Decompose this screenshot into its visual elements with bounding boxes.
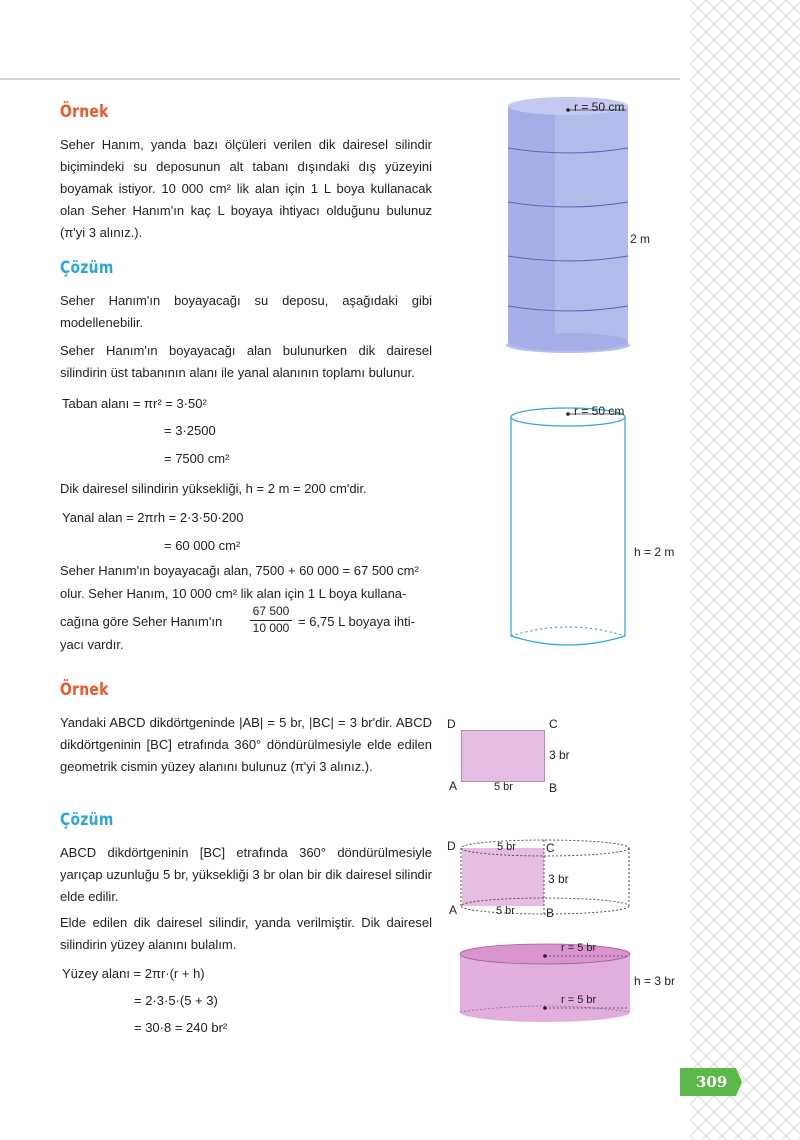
example-heading: Örnek — [60, 102, 109, 122]
solution-paragraph: Elde edilen dik dairesel silindir, yanda verilmiştir. Dik dairesel silindirin yüzey alanını bulalım. — [60, 915, 432, 952]
solution-paragraph: ABCD dikdörtgeninin [BC] etrafında 360° döndürülmesiyle yarıçap uzunluğu 5 br, yüksekliği 3 br olan bir dik dairesel silindir elde edilir. — [60, 845, 432, 904]
solution-paragraph: Seher Hanım'ın boyayacağı alan bulunurken dik dairesel silindirin üst tabanının alanı ile yanal alanının toplamı bulunur. — [60, 343, 432, 380]
rot-top-label: 5 br — [497, 841, 516, 853]
side-pattern — [690, 0, 800, 1140]
cyl-height-label: h = 3 br — [634, 974, 676, 988]
tank-height-label: 2 m — [630, 232, 651, 246]
side-ab-label: 5 br — [494, 781, 513, 793]
rot-vertex-c: C — [546, 841, 555, 855]
fraction-numerator: 67 500 — [252, 604, 290, 618]
rectangle-abcd — [461, 730, 545, 782]
total-area-text: cağına göre Seher Hanım'ın — [60, 614, 223, 629]
tank-radius-label: r = 50 cm — [574, 100, 625, 114]
example-problem-text: Seher Hanım, yanda bazı ölçüleri verilen dik dairesel silindir biçimindeki su deposunun alt tabanı dışındaki dış yüzeyini boyamak istiyor. 10 000 cm² lik alan için 1 L boya kullanacak olan Seher Hanım'ın kaç L boyaya ihtiyacı olduğunu bulunuz (π'yi 3 alınız.). — [60, 137, 432, 240]
cyl-top-radius-label: r = 5 br — [561, 942, 597, 954]
vertex-label-d: D — [447, 717, 456, 731]
example-heading: Örnek — [60, 680, 109, 700]
rot-vertex-a: A — [449, 903, 458, 917]
solution-paragraph: Seher Hanım'ın boyayacağı su deposu, aşağıdaki gibi modellenebilir. — [60, 293, 432, 330]
total-area-text: = 6,75 L boyaya ihti- — [298, 614, 415, 629]
header-rule — [0, 78, 680, 80]
surface-area-equation: Yüzey alanı = 2πr·(r + h) — [62, 966, 205, 981]
rot-vertex-b: B — [546, 906, 555, 920]
rotation-figure — [455, 836, 635, 918]
surface-area-equation: = 30·8 = 240 br² — [134, 1020, 228, 1035]
base-area-equation: Taban alanı = πr² = 3·50² — [62, 396, 207, 411]
model-radius-label: r = 50 cm — [574, 404, 625, 418]
surface-area-equation: = 2·3·5·(5 + 3) — [134, 993, 218, 1008]
rot-bottom-label: 5 br — [496, 905, 515, 917]
total-area-text: olur. Seher Hanım, 10 000 cm² lik alan için 1 L boya kullana- — [60, 586, 407, 601]
vertex-label-b: B — [549, 781, 558, 795]
rot-vertex-d: D — [447, 839, 456, 853]
example-problem-text: Yandaki ABCD dikdörtgeninde |AB| = 5 br, |BC| = 3 br'dir. ABCD dikdörtgeninin [BC] etrafında 360° döndürülmesiyle elde edilen geometrik cismin yüzey alanını bulunuz (π'yi 3 alınız.). — [60, 715, 432, 774]
base-area-equation: = 7500 cm² — [164, 451, 230, 466]
side-bc-label: 3 br — [549, 748, 570, 762]
cylinder-model-figure — [505, 400, 635, 650]
total-area-text: Seher Hanım'ın boyayacağı alan, 7500 + 60 000 = 67 500 cm² — [60, 563, 419, 578]
base-area-equation: = 3·2500 — [164, 423, 216, 438]
model-height-label: h = 2 m — [634, 545, 675, 559]
fraction-denominator: 10 000 — [252, 621, 290, 635]
page-number: 309 — [696, 1073, 728, 1091]
rot-side-label: 3 br — [548, 872, 569, 886]
total-area-text: yacı vardır. — [60, 637, 124, 652]
cyl-bottom-radius-label: r = 5 br — [561, 994, 597, 1006]
solution-heading: Çözüm — [60, 258, 114, 278]
lateral-area-equation: Yanal alan = 2πrh = 2·3·50·200 — [62, 510, 244, 525]
height-statement: Dik dairesel silindirin yüksekliği, h = 2 m = 200 cm'dir. — [60, 481, 367, 496]
lateral-area-equation: = 60 000 cm² — [164, 538, 241, 553]
vertex-label-c: C — [549, 717, 558, 731]
water-tank-figure — [500, 92, 640, 357]
solution-heading: Çözüm — [60, 810, 114, 830]
vertex-label-a: A — [449, 779, 458, 793]
pink-cylinder-figure — [455, 938, 635, 1028]
